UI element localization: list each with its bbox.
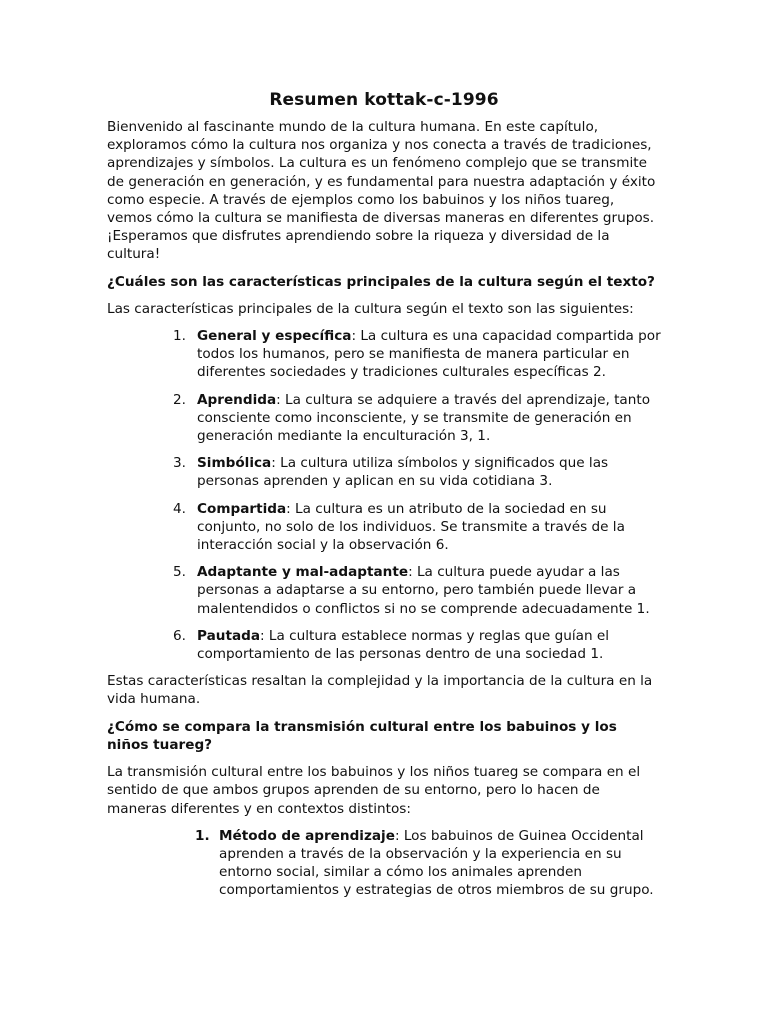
list-term: Compartida <box>197 500 287 517</box>
list-item <box>173 454 661 490</box>
list-term: Aprendida <box>197 391 277 408</box>
list-item <box>173 563 661 618</box>
list-term: Pautada <box>197 627 261 644</box>
list-text: : La cultura establece normas y reglas que guían el comportamiento de las personas dentro de una sociedad 1. <box>197 627 610 663</box>
list-item <box>173 391 661 446</box>
list-item <box>173 500 661 555</box>
list-term: Simbólica <box>197 455 272 472</box>
list-term: Adaptante y mal-adaptante <box>197 564 409 581</box>
list-text: : La cultura utiliza símbolos y significados que las personas aprenden y aplican en su vida cotidiana 3. <box>197 455 609 490</box>
document-title: Resumen kottak-c-1996 <box>269 90 499 110</box>
list-number: 1. <box>173 328 186 345</box>
list-number: 5. <box>173 564 186 581</box>
comparison-list <box>195 827 661 900</box>
list-text: : La cultura es un atributo de la sociedad en su conjunto, no solo de los individuos. Se transmite a través de la interacción social y la observación 6. <box>197 500 625 554</box>
list-number: 6. <box>173 627 186 644</box>
list-text: : La cultura se adquiere a través del aprendizaje, tanto consciente como inconsciente, y se transmite de generación en generación mediante la enculturación 3, 1. <box>197 391 651 445</box>
answer-1-intro: Las características principales de la cultura según el texto son las siguientes: <box>107 300 634 317</box>
list-term: Método de aprendizaje <box>219 827 395 844</box>
list-item <box>173 627 661 663</box>
list-item <box>173 327 661 382</box>
answer-2-intro: La transmisión cultural entre los babuinos y los niños tuareg se compara en el sentido de que ambos grupos aprenden de su entorno, pero lo hacen de maneras diferentes y en contextos distintos: <box>107 764 641 817</box>
list-text: : Los babuinos de Guinea Occidental aprenden a través de la observación y la experiencia en su entorno social, similar a cómo los animales aprenden comportamientos y estrategias de otros miembros de su grupo. <box>219 827 654 899</box>
list-number: 1. <box>195 827 210 844</box>
list-number: 3. <box>173 455 186 472</box>
list-text: : La cultura es una capacidad compartida por todos los humanos, pero se manifiesta de manera particular en diferentes sociedades y tradiciones culturales específicas 2. <box>197 328 661 381</box>
characteristics-list <box>173 327 661 663</box>
list-number: 4. <box>173 500 186 517</box>
list-number: 2. <box>173 391 186 408</box>
answer-1-outro: Estas características resaltan la complejidad y la importancia de la cultura en la vida humana. <box>107 673 653 708</box>
intro-paragraph: Bienvenido al fascinante mundo de la cultura humana. En este capítulo, exploramos cómo la cultura nos organiza y nos conecta a través de tradiciones, aprendizajes y símbolos. La cultura es un fenómeno complejo que se transmite de generación en generación, y es fundamental para nuestra adaptación y éxito como especie. A través de ejemplos como los babuinos y los niños tuareg, vemos cómo la cultura se manifiesta de diversas maneras en diferentes grupos. ¡Esperamos que disfrutes aprendiendo sobre la riqueza y diversidad de la cultura! <box>107 119 656 263</box>
list-text: : La cultura puede ayudar a las personas a adaptarse a su entorno, pero también puede llevar a malentendidos o conflictos si no se comprende adecuadamente 1. <box>197 564 650 617</box>
list-term: General y específica <box>197 328 352 345</box>
list-item <box>195 827 661 900</box>
question-2-heading: ¿Cómo se compara la transmisión cultural entre los babuinos y los niños tuareg? <box>107 718 617 753</box>
question-1-heading: ¿Cuáles son las características principales de la cultura según el texto? <box>107 273 655 290</box>
